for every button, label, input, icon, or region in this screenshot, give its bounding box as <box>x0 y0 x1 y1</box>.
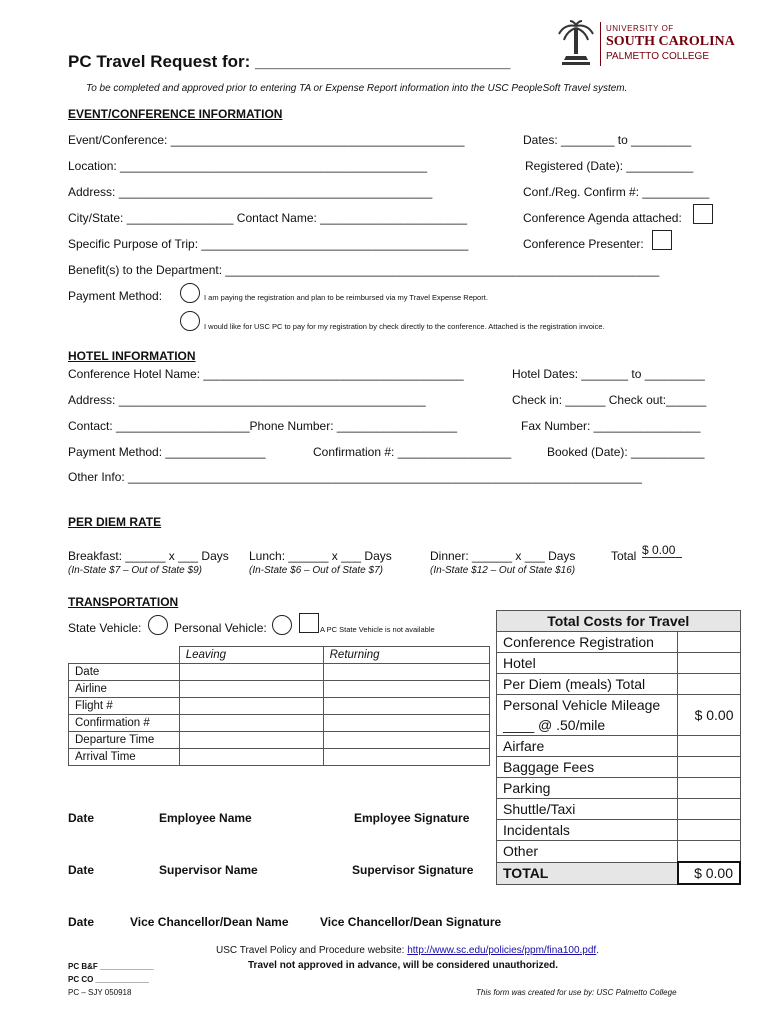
palmetto-tree-icon <box>556 20 596 68</box>
cost-value[interactable] <box>678 632 741 653</box>
table-row <box>497 778 741 799</box>
cost-label: Incidentals <box>497 820 678 841</box>
conf-confirm-field[interactable]: Conf./Reg. Confirm #: __________ <box>523 185 710 199</box>
cost-value[interactable] <box>678 841 741 863</box>
row-label: Departure Time <box>69 732 180 749</box>
col-leaving: Leaving <box>179 647 323 664</box>
travel-table-header <box>69 647 490 664</box>
breakfast-field[interactable]: Breakfast: ______ x ___ Days <box>68 549 229 563</box>
personal-vehicle-radio[interactable] <box>272 615 292 635</box>
mileage-label: Personal Vehicle Mileage <box>503 697 661 713</box>
cost-label: Parking <box>497 778 678 799</box>
purpose-field[interactable]: Specific Purpose of Trip: ________________________________________ <box>68 237 469 251</box>
mileage-rate: ____ @ .50/mile <box>503 717 606 733</box>
event-heading: EVENT/CONFERENCE INFORMATION <box>68 107 283 121</box>
state-vehicle-label: State Vehicle: <box>68 621 142 635</box>
city-state-contact-field[interactable]: City/State: ________________ Contact Name: ______________________ <box>68 211 467 225</box>
table-row <box>69 715 490 732</box>
payment-option1-radio[interactable] <box>180 283 200 303</box>
cost-value[interactable] <box>678 820 741 841</box>
address-field[interactable]: Address: _______________________________________________ <box>68 185 433 199</box>
agenda-checkbox[interactable] <box>693 204 713 224</box>
payment-option2-label: I would like for USC PC to pay for my registration by check directly to the conference. Attached is the registration invoice. <box>204 322 605 331</box>
per-diem-total-label: Total <box>611 549 637 563</box>
check-in-out-field[interactable]: Check in: ______ Check out:______ <box>512 393 707 407</box>
cost-value[interactable] <box>678 736 741 757</box>
hotel-name-field[interactable]: Conference Hotel Name: _______________________________________ <box>68 367 464 381</box>
event-conference-field[interactable]: Event/Conference: ____________________________________________ <box>68 133 465 147</box>
vc-date-label: Date <box>68 915 95 929</box>
table-row <box>497 736 741 757</box>
returning-cell[interactable] <box>323 681 489 698</box>
table-row <box>497 820 741 841</box>
cost-label: Baggage Fees <box>497 757 678 778</box>
employee-name-label: Employee Name <box>159 811 252 825</box>
policy-link[interactable]: http://www.sc.edu/policies/ppm/fina100.pdf <box>407 945 597 956</box>
table-row <box>69 681 490 698</box>
form-code: PC – SJY 050918 <box>68 988 132 997</box>
dinner-note: (In-State $12 – Out of State $16) <box>430 565 576 576</box>
per-diem-heading: PER DIEM RATE <box>68 515 162 529</box>
travel-table <box>68 646 490 766</box>
fax-field[interactable]: Fax Number: ________________ <box>521 419 701 433</box>
leaving-cell[interactable] <box>179 698 323 715</box>
not-available-label: A PC State Vehicle is not available <box>320 625 435 634</box>
cost-value[interactable] <box>678 757 741 778</box>
cost-value[interactable] <box>678 653 741 674</box>
presenter-checkbox[interactable] <box>652 230 672 250</box>
leaving-cell[interactable] <box>179 715 323 732</box>
cost-value[interactable] <box>678 799 741 820</box>
hotel-payment-field[interactable]: Payment Method: _______________ <box>68 445 266 459</box>
presenter-label: Conference Presenter: <box>523 237 644 251</box>
policy-label: USC Travel Policy and Procedure website: <box>216 945 405 956</box>
created-by-text: This form was created for use by: USC Palmetto College <box>476 988 677 997</box>
vc-signature-label: Vice Chancellor/Dean Signature <box>320 915 502 929</box>
total-costs-table <box>496 610 741 885</box>
table-row <box>497 674 741 695</box>
payment-method-label: Payment Method: <box>68 289 163 303</box>
logo <box>556 20 735 70</box>
payment-option2-radio[interactable] <box>180 311 200 331</box>
returning-cell[interactable] <box>323 749 489 766</box>
hotel-address-field[interactable]: Address: ______________________________________________ <box>68 393 426 407</box>
row-label: Date <box>69 664 180 681</box>
row-label: Flight # <box>69 698 180 715</box>
hotel-dates-field[interactable]: Hotel Dates: _______ to _________ <box>512 367 705 381</box>
employee-signature-label: Employee Signature <box>354 811 470 825</box>
col-returning: Returning <box>323 647 489 664</box>
policy-end: . <box>596 945 599 956</box>
benefits-field[interactable]: Benefit(s) to the Department: _________________________________________________________________ <box>68 263 660 277</box>
hotel-contact-phone-field[interactable]: Contact: ____________________Phone Number: __________________ <box>68 419 458 433</box>
logo-line1: UNIVERSITY OF <box>606 24 674 33</box>
row-label: Confirmation # <box>69 715 180 732</box>
dinner-field[interactable]: Dinner: ______ x ___ Days <box>430 549 576 563</box>
cost-label: Airfare <box>497 736 678 757</box>
agenda-label: Conference Agenda attached: <box>523 211 682 225</box>
supervisor-name-label: Supervisor Name <box>159 863 258 877</box>
leaving-cell[interactable] <box>179 664 323 681</box>
booked-date-field[interactable]: Booked (Date): ___________ <box>547 445 705 459</box>
table-row <box>69 698 490 715</box>
table-row <box>69 664 490 681</box>
cost-value[interactable] <box>678 674 741 695</box>
total-costs-heading: Total Costs for Travel <box>497 611 741 632</box>
location-field[interactable]: Location: ______________________________________________ <box>68 159 428 173</box>
breakfast-note: (In-State $7 – Out of State $9) <box>68 565 202 576</box>
hotel-confirmation-field[interactable]: Confirmation #: _________________ <box>313 445 512 459</box>
table-row <box>497 799 741 820</box>
vc-name-label: Vice Chancellor/Dean Name <box>130 915 289 929</box>
table-row <box>497 653 741 674</box>
page-title: PC Travel Request for: ___________________________ <box>68 52 511 71</box>
pc-co-field[interactable]: PC CO ____________ <box>68 975 149 984</box>
leaving-cell[interactable] <box>179 749 323 766</box>
supervisor-signature-label: Supervisor Signature <box>352 863 474 877</box>
lunch-note: (In-State $6 – Out of State $7) <box>249 565 383 576</box>
warning-text: Travel not approved in advance, will be considered unauthorized. <box>248 960 559 971</box>
table-row <box>497 757 741 778</box>
payment-option1-label: I am paying the registration and plan to be reimbursed via my Travel Expense Report. <box>204 293 488 302</box>
table-row <box>497 632 741 653</box>
cost-label: Shuttle/Taxi <box>497 799 678 820</box>
cost-label: Per Diem (meals) Total <box>497 674 678 695</box>
cost-label: Hotel <box>497 653 678 674</box>
logo-line3: PALMETTO COLLEGE <box>606 51 709 62</box>
returning-cell[interactable] <box>323 732 489 749</box>
leaving-cell[interactable] <box>179 732 323 749</box>
table-row <box>69 749 490 766</box>
cost-label: Other <box>497 841 678 863</box>
policy-line <box>216 945 599 956</box>
table-row <box>497 695 741 736</box>
personal-vehicle-label: Personal Vehicle: <box>174 621 267 635</box>
table-row <box>497 841 741 863</box>
cost-value[interactable] <box>678 778 741 799</box>
lunch-field[interactable]: Lunch: ______ x ___ Days <box>249 549 392 563</box>
cost-value[interactable]: $ 0.00 <box>678 695 741 736</box>
registered-date-field[interactable]: Registered (Date): __________ <box>525 159 694 173</box>
cost-label <box>497 695 678 736</box>
state-vehicle-radio[interactable] <box>148 615 168 635</box>
table-row <box>69 732 490 749</box>
pc-bf-field[interactable]: PC B&F ____________ <box>68 962 154 971</box>
total-label: TOTAL <box>497 862 678 884</box>
transport-heading: TRANSPORTATION <box>68 595 179 609</box>
subtitle: To be completed and approved prior to entering TA or Expense Report information into the USC PeopleSoft Travel system. <box>86 83 628 94</box>
returning-cell[interactable] <box>323 698 489 715</box>
row-label: Arrival Time <box>69 749 180 766</box>
supervisor-date-label: Date <box>68 863 95 877</box>
logo-line2: SOUTH CAROLINA <box>606 34 735 49</box>
cost-label: Conference Registration <box>497 632 678 653</box>
row-label: Airline <box>69 681 180 698</box>
total-value[interactable]: $ 0.00 <box>678 862 741 884</box>
employee-date-label: Date <box>68 811 95 825</box>
dates-field[interactable]: Dates: ________ to _________ <box>523 133 692 147</box>
hotel-heading: HOTEL INFORMATION <box>68 349 196 363</box>
returning-cell[interactable] <box>323 715 489 732</box>
not-available-checkbox[interactable] <box>299 613 319 633</box>
other-info-field[interactable]: Other Info: _____________________________________________________________________________ <box>68 470 642 484</box>
total-row <box>497 862 741 884</box>
returning-cell[interactable] <box>323 664 489 681</box>
per-diem-total-value[interactable]: $ 0.00 <box>642 543 682 558</box>
leaving-cell[interactable] <box>179 681 323 698</box>
